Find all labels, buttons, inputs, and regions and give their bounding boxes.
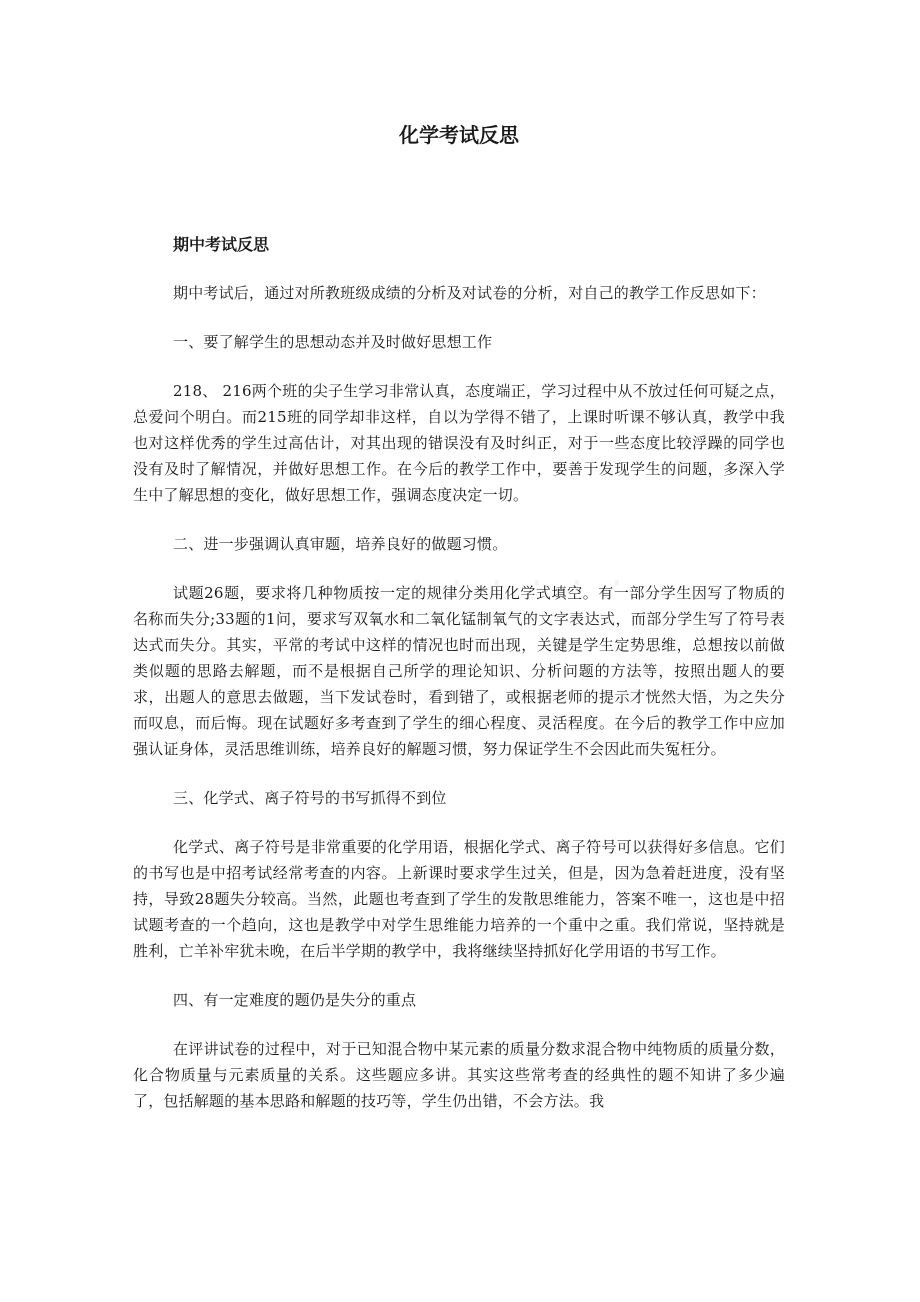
point-2-paragraph: 试题26题，要求将几种物质按一定的规律分类用化学式填空。有一部分学生因写了物质的名称而失分;33题的1问，要求写双氧水和二氧化锰制氧气的文字表达式，而部分学生写了符号表达式而失分。其实，平常的考试中这样的情况也时而出现，关键是学生定势思维，总想按以前做类似题的思路去解题，而不是根据自己所学的理论知识、分析问题的方法等，按照出题人的要求，出题人的意思去做题，当下发试卷时，看到错了，或根据老师的提示才恍然大悟，为之失分而叹息，而后悔。现在试题好多考查到了学生的细心程度、灵活程度。在今后的教学工作中应加强认证身体，灵活思维训练，培养良好的解题习惯，努力保证学生不会因此而失冤枉分。 xyxy=(133,584,785,758)
point-1-paragraph: 218、 216两个班的尖子生学习非常认真，态度端正，学习过程中从不放过任何可疑之点，总爱问个明白。而215班的同学却非这样，自以为学得不错了，上课时听课不够认真，教学中我也对这样优秀的学生过高估计，对其出现的错误没有及时纠正，对于一些态度比较浮躁的同学也没有及时了解情况，并做好思想工作。在今后的教学工作中，要善于发现学生的问题，多深入学生中了解思想的变化，做好思想工作，强调态度决定一切。 xyxy=(133,382,785,504)
faint-watermark xyxy=(330,558,630,609)
section-heading: 期中考试反思 xyxy=(173,235,270,254)
point-4-paragraph: 在评讲试卷的过程中，对于已知混合物中某元素的质量分数求混合物中纯物质的质量分数，化合物质量与元素质量的关系。这些题应多讲。其实这些常考查的经典性的题不知讲了多少遍了，包括解题的基本思路和解题的技巧等，学生仍出错，不会方法。我 xyxy=(133,1040,785,1110)
point-3-heading: 三、化学式、离子符号的书写抓得不到位 xyxy=(173,789,447,807)
point-3-paragraph: 化学式、离子符号是非常重要的化学用语，根据化学式、离子符号可以获得好多信息。它们的书写也是中招考试经常考查的内容。上新课时要求学生过关，但是，因为急着赶进度，没有坚持，导致28题失分较高。当然，此题也考查到了学生的发散思维能力，答案不唯一，这也是中招试题考查的一个趋向，这也是教学中对学生思维能力培养的一个重中之重。我们常说，坚持就是胜利，亡羊补牢犹未晚，在后半学期的教学中，我将继续坚持抓好化学用语的书写工作。 xyxy=(133,838,785,960)
document-body xyxy=(133,280,785,1137)
document-title: 化学考试反思 xyxy=(399,123,519,147)
intro-paragraph: 期中考试后，通过对所教班级成绩的分析及对试卷的分析，对自己的教学工作反思如下： xyxy=(173,284,766,302)
point-4-heading: 四、有一定难度的题仍是失分的重点 xyxy=(173,991,417,1009)
point-2-heading: 二、进一步强调认真审题，培养良好的做题习惯。 xyxy=(173,535,508,553)
point-1-heading: 一、要了解学生的思想动态并及时做好思想工作 xyxy=(173,333,493,351)
